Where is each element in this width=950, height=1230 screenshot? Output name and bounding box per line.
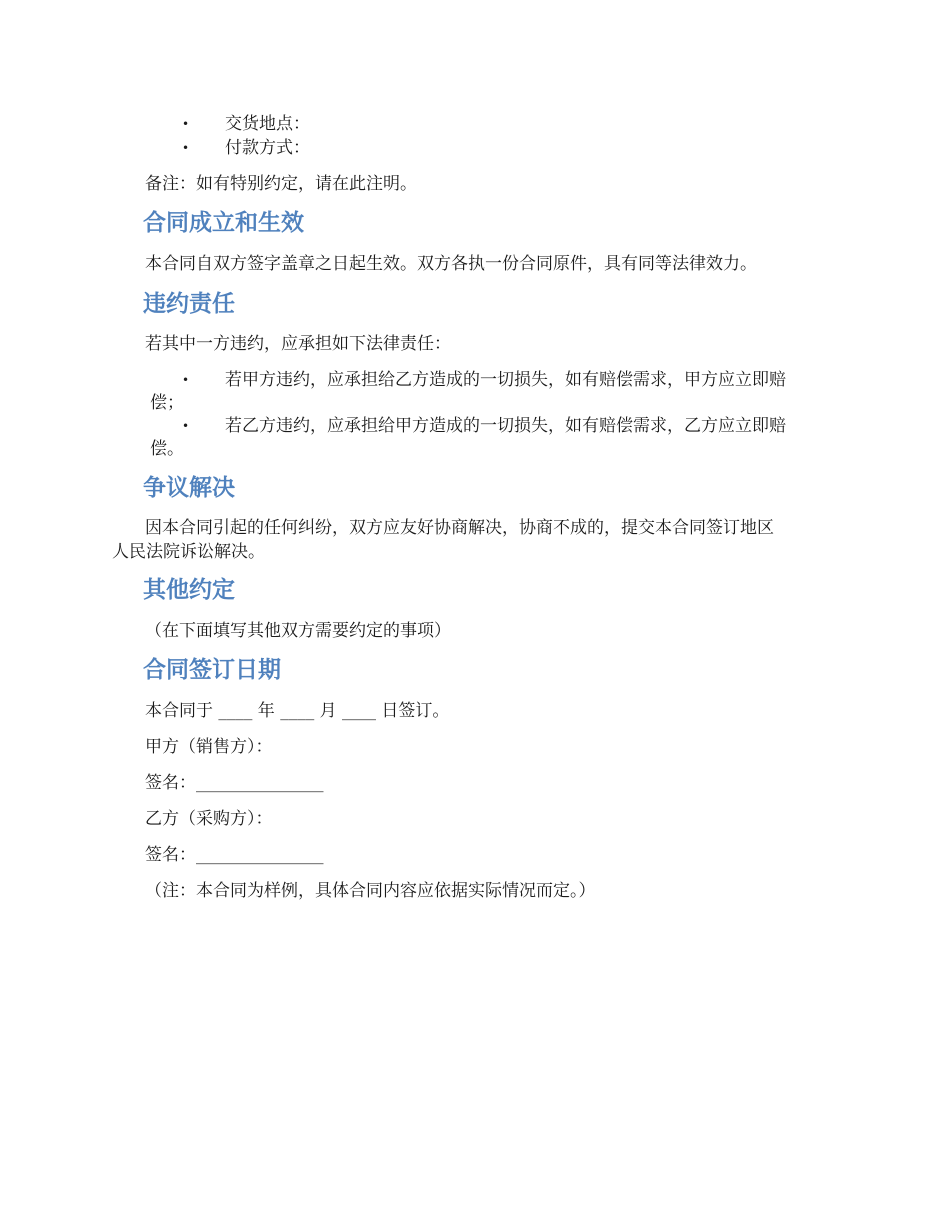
party-a-label: 甲方（销售方）： bbox=[145, 737, 273, 757]
list-bullet: • bbox=[182, 141, 190, 155]
effect-body: 本合同自双方签字盖章之日起生效。双方各执一份合同原件，具有同等法律效力。 bbox=[145, 254, 757, 274]
heading-dispute: 争议解决 bbox=[143, 475, 235, 501]
party-b-label: 乙方（采购方）： bbox=[145, 809, 273, 829]
list-bullet: • bbox=[182, 117, 190, 131]
remark-text: 备注：如有特别约定，请在此注明。 bbox=[145, 174, 417, 194]
heading-breach: 违约责任 bbox=[143, 291, 235, 317]
list-bullet: • bbox=[182, 419, 190, 433]
breach-intro: 若其中一方违约，应承担如下法律责任： bbox=[145, 334, 451, 354]
other-body: （在下面填写其他双方需要约定的事项） bbox=[145, 621, 451, 641]
breach-item-b-line1: 若乙方违约，应承担给甲方造成的一切损失，如有赔偿需求，乙方应立即赔 bbox=[225, 416, 786, 436]
party-a-signature: 签名：_______________ bbox=[145, 773, 324, 793]
breach-item-a-line1: 若甲方违约，应承担给乙方造成的一切损失，如有赔偿需求，甲方应立即赔 bbox=[225, 370, 786, 390]
breach-item-a-line2: 偿； bbox=[150, 393, 184, 413]
dispute-line2: 人民法院诉讼解决。 bbox=[112, 542, 265, 562]
party-b-signature: 签名：_______________ bbox=[145, 845, 324, 865]
dispute-line1: 因本合同引起的任何纠纷，双方应友好协商解决，协商不成的，提交本合同签订地区 bbox=[145, 518, 774, 538]
delivery-location-item: 交货地点： bbox=[225, 114, 310, 134]
heading-effect: 合同成立和生效 bbox=[143, 210, 304, 236]
breach-item-b-line2: 偿。 bbox=[150, 439, 184, 459]
heading-other: 其他约定 bbox=[143, 577, 235, 603]
sample-note: （注：本合同为样例，具体合同内容应依据实际情况而定。） bbox=[145, 881, 596, 901]
payment-method-item: 付款方式： bbox=[225, 138, 310, 158]
signing-date-line: 本合同于 ____ 年 ____ 月 ____ 日签订。 bbox=[145, 701, 450, 721]
list-bullet: • bbox=[182, 373, 190, 387]
heading-date: 合同签订日期 bbox=[143, 657, 281, 683]
